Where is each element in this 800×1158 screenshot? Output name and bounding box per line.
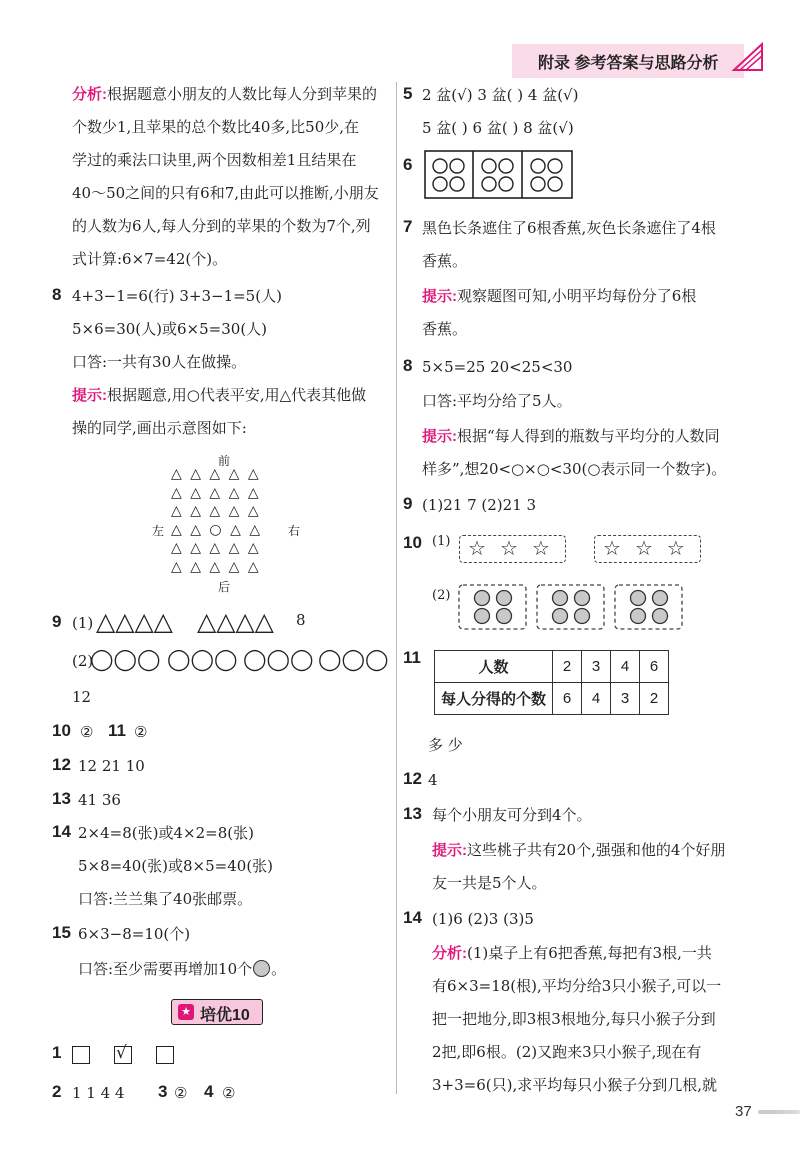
r-q10-part2-label: (2) (432, 588, 451, 603)
q9-part2-label: (2) (72, 652, 94, 670)
r-q8-line-2: 口答:平均分给了5人。 (422, 392, 572, 410)
r-q7-hint-1: 提示:观察题图可知,小明平均每份分了6根 (422, 287, 697, 305)
r-q12-number: 12 (403, 769, 422, 788)
p1-number: 1 (52, 1043, 62, 1062)
r-q7-line-2: 香蕉。 (422, 252, 468, 270)
r-q11-after: 多 少 (428, 736, 463, 754)
formation-row: △ △ △ △ △ (171, 540, 261, 556)
q15-number: 15 (52, 923, 71, 942)
q8-number: 8 (52, 285, 62, 304)
star-group-1-stars (468, 536, 564, 560)
r-q9-answer: (1)21 7 (2)21 3 (422, 496, 537, 514)
q9-circles-3: ◯◯◯ (243, 647, 314, 671)
r-q14-analysis-2: 有6×3=18(根),平均分给3只小猴子,可以一 (432, 977, 722, 995)
q13-number: 13 (52, 789, 71, 808)
r-q13-hint-2: 友一共是5个人。 (432, 874, 547, 892)
table-cell: 2 (553, 651, 582, 683)
r-q6-number: 6 (403, 155, 413, 174)
r-q7-number: 7 (403, 217, 413, 236)
formation-right-label: 右 (288, 524, 301, 538)
q9-part1-answer: 8 (296, 611, 306, 629)
r-q8-line-1: 5×5=25 20<25<30 (422, 358, 573, 376)
q9-part1-label: (1) (72, 614, 94, 632)
table-cell: 3 (611, 683, 640, 715)
q6-circle-groups (424, 150, 574, 200)
r-q5-line-1: 2 盆(√) 3 盆( ) 4 盆(√) (422, 86, 579, 104)
r-q7-line-1: 黑色长条遮住了6根香蕉,灰色长条遮住了4根 (422, 219, 716, 237)
q9-circles-4: ◯◯◯ (318, 647, 389, 671)
r-q14-analysis-1: 分析:(1)桌子上有6把香蕉,每把有3根,一共 (432, 944, 712, 962)
answer-box (156, 1046, 174, 1064)
page-number-decoration (758, 1110, 800, 1114)
q13-answer: 41 36 (78, 791, 121, 809)
formation-left-label: 左 (152, 524, 165, 538)
q9-triangles-a: △△△△ (96, 607, 173, 636)
r-q7-hint-2: 香蕉。 (422, 320, 468, 338)
q15-line-2: 口答:至少需要再增加10个 。 (78, 960, 287, 978)
q10-answer: ② (80, 723, 94, 741)
analysis-line-6: 式计算:6×7=42(个)。 (72, 250, 228, 268)
r-q14-number: 14 (403, 908, 422, 927)
formation-front-label: 前 (218, 454, 231, 468)
star-icon: ★ (178, 1004, 194, 1020)
page-number: 37 (735, 1103, 752, 1120)
q9-triangles-b: △△△△ (197, 607, 274, 636)
q8-line-1: 4+3−1=6(行) 3+3−1=5(人) (72, 287, 282, 305)
p3-number: 3 (158, 1082, 168, 1101)
section-badge-label: 培优10 (200, 1007, 250, 1024)
q10-number: 10 (52, 721, 71, 740)
r-q14-analysis-4: 2把,即6根。(2)又跑来3只小猴子,现在有 (432, 1043, 702, 1061)
table-cell: 4 (582, 683, 611, 715)
header-title: 附录 参考答案与思路分析 (538, 55, 719, 72)
r-q10-number: 10 (403, 533, 422, 552)
answer-box (72, 1046, 90, 1064)
q14-line-1: 2×4=8(张)或4×2=8(张) (78, 824, 254, 842)
table-cell: 6 (640, 651, 669, 683)
formation-back-label: 后 (218, 580, 231, 594)
q11-answer: ② (134, 723, 148, 741)
star-icon: ☆ (531, 536, 564, 560)
formation-row: △ △ △ △ △ (171, 484, 261, 501)
q12-answer: 12 21 10 (78, 757, 145, 775)
section-badge (171, 999, 263, 1025)
table-header-cell: 人数 (435, 651, 553, 683)
formation-row: △ △ △ △ △ (171, 558, 261, 575)
table-row (435, 683, 669, 715)
star-icon: ☆ (634, 536, 667, 560)
formation-row: △ △ ○ △ △ (171, 521, 263, 538)
r-q13-number: 13 (403, 804, 422, 823)
r-q8-number: 8 (403, 356, 413, 375)
star-icon: ☆ (499, 536, 532, 560)
r-q14-analysis-5: 3+3=6(只),求平均每只小猴子分到几根,就 (432, 1076, 718, 1094)
r-q5-number: 5 (403, 84, 413, 103)
formation-row: △ △ △ △ △ (171, 503, 261, 519)
p2-number: 2 (52, 1082, 62, 1101)
p2-answer: 1 1 4 4 (72, 1084, 125, 1102)
analysis-line-3: 学过的乘法口诀里,两个因数相差1且结果在 (72, 151, 357, 169)
p4-number: 4 (204, 1082, 214, 1101)
p4-answer: ② (222, 1084, 236, 1102)
q8-hint-line-2: 操的同学,画出示意图如下: (72, 419, 247, 437)
q8-hint-line-1: 提示:根据题意,用○代表平安,用△代表其他做 (72, 386, 367, 404)
formation-grid (171, 465, 262, 576)
r-q10-part1-label: (1) (432, 534, 451, 549)
answer-box-checked: √ (114, 1046, 132, 1064)
p3-answer: ② (174, 1084, 188, 1102)
q11-table (434, 650, 669, 715)
formation-row: △ △ △ △ △ (171, 466, 261, 482)
table-cell: 2 (640, 683, 669, 715)
r-q5-line-2: 5 盆( ) 6 盆( ) 8 盆(√) (422, 119, 574, 137)
table-row (435, 651, 669, 683)
gray-circle-groups (458, 583, 686, 631)
r-q14-analysis-3: 把一把地分,即3根3根地分,每只小猴子分到 (432, 1010, 716, 1028)
table-cell: 6 (553, 683, 582, 715)
q15-line-1: 6×3−8=10(个) (78, 925, 191, 943)
r-q14-answer: (1)6 (2)3 (3)5 (432, 910, 534, 928)
gray-circle-icon (253, 960, 270, 977)
q9-circles-2: ◯◯◯ (167, 647, 238, 671)
star-icon: ☆ (666, 536, 699, 560)
q11-number: 11 (108, 721, 126, 740)
r-q8-hint-1: 提示:根据“每人得到的瓶数与平均分的人数同 (422, 427, 720, 445)
r-q8-hint-2: 样多”,想20<○×○<30(○表示同一个数字)。 (422, 460, 727, 478)
q12-number: 12 (52, 755, 71, 774)
analysis-line-5: 的人数为6人,每人分到的苹果的个数为7个,列 (72, 217, 371, 235)
star-icon: ☆ (603, 536, 635, 560)
r-q11-number: 11 (403, 648, 421, 667)
q9-part2-answer: 12 (72, 688, 92, 706)
column-divider (396, 82, 397, 1094)
q14-line-3: 口答:兰兰集了40张邮票。 (78, 890, 253, 908)
r-q12-answer: 4 (428, 771, 438, 789)
q8-line-2: 5×6=30(人)或6×5=30(人) (72, 320, 268, 338)
q9-number: 9 (52, 612, 62, 631)
analysis-line-4: 40～50之间的只有6和7,由此可以推断,小朋友 (72, 184, 379, 202)
ruler-icon (730, 40, 766, 74)
q9-circles-1: ◯◯◯ (90, 647, 161, 671)
table-cell: 3 (582, 651, 611, 683)
r-q13-hint-1: 提示:这些桃子共有20个,强强和他的4个好朋 (432, 841, 726, 859)
q14-number: 14 (52, 822, 71, 841)
analysis-line-2: 个数少1,且苹果的总个数比40多,比50少,在 (72, 118, 360, 136)
r-q9-number: 9 (403, 494, 413, 513)
star-icon: ☆ (468, 536, 500, 560)
table-cell: 4 (611, 651, 640, 683)
r-q13-line-1: 每个小朋友可分到4个。 (432, 806, 592, 824)
table-header-cell: 每人分得的个数 (435, 683, 553, 715)
p1-boxes (72, 1044, 198, 1064)
q14-line-2: 5×8=40(张)或8×5=40(张) (78, 857, 274, 875)
analysis-line-1: 分析:根据题意小朋友的人数比每人分到苹果的 (72, 85, 378, 103)
q8-line-3: 口答:一共有30人在做操。 (72, 353, 247, 371)
star-group-2-stars (603, 536, 699, 560)
